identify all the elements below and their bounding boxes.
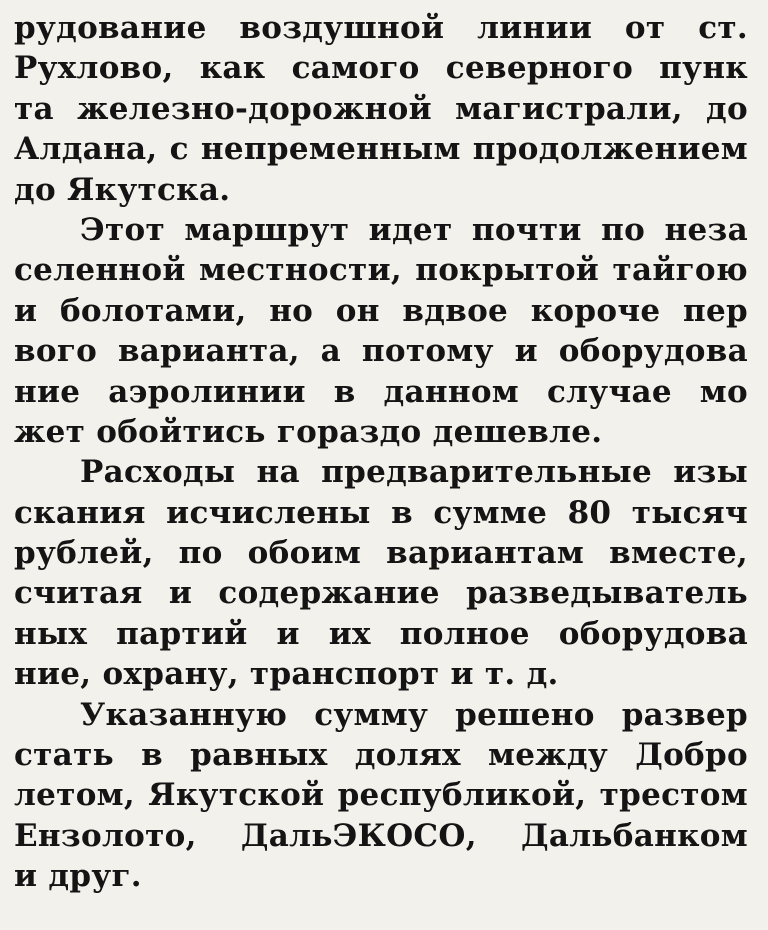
text-line: и друг. (14, 858, 142, 895)
text-line: ние аэролинии в данном случае мо (14, 373, 748, 410)
text-line: Указанную сумму решено развер (80, 696, 748, 733)
text-line: скания исчислены в сумме 80 тысяч (14, 494, 748, 531)
text-line: Рухлово, как самого северного пунк (14, 50, 748, 87)
paragraph-2 (14, 210, 748, 452)
text-line: до Якутска. (14, 171, 231, 208)
text-line: жет обойтись гораздо дешевле. (14, 413, 603, 450)
text-line: та железно-дорожной магистрали, до (14, 90, 748, 127)
text-line: вого варианта, а потому и оборудова (14, 333, 748, 370)
text-line: Этот маршрут идет почти по неза (80, 211, 748, 248)
text-line: летом, Якутской республикой, трестом (14, 777, 748, 814)
text-line: считая и содержание разведыватель (14, 575, 748, 612)
text-line: ние, охрану, транспорт и т. д. (14, 656, 559, 693)
text-line: Расходы на предварительные изы (80, 454, 748, 491)
text-line: рублей, по обоим вариантам вместе, (14, 535, 748, 572)
text-line: селенной местности, покрытой тайгою (14, 252, 748, 289)
text-line: Алдана, с непременным продолжением (14, 131, 748, 168)
text-line: стать в равных долях между Добро (14, 737, 748, 774)
text-line: ных партий и их полное оборудова (14, 615, 748, 652)
paragraph-3 (14, 452, 748, 694)
text-line: Ензолото, ДальЭКОСО, Дальбанком (14, 817, 748, 854)
article-column (14, 8, 748, 897)
paragraph-4 (14, 695, 748, 897)
text-line: рудование воздушной линии от ст. (14, 10, 748, 46)
paragraph-1 (14, 8, 748, 210)
text-line: и болотами, но он вдвое короче пер (14, 292, 748, 329)
